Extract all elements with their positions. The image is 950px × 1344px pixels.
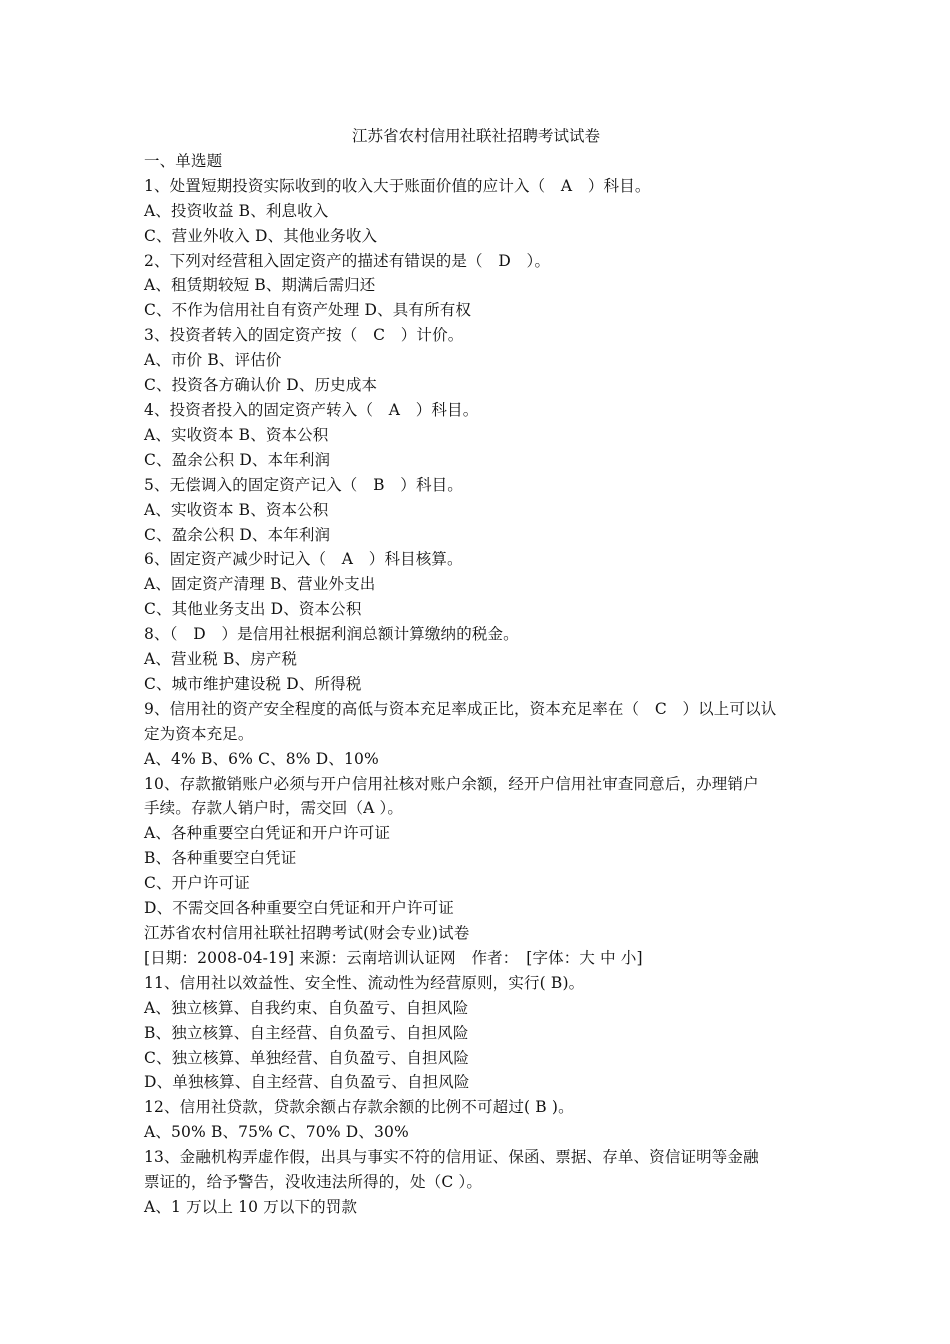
question-11-option-c: C、独立核算、单独经营、自负盈亏、自担风险 — [144, 1048, 470, 1067]
question-1-options-cd: C、营业外收入 D、其他业务收入 — [144, 226, 378, 245]
question-9-line-2: 定为资本充足。 — [144, 724, 254, 743]
document-body — [144, 149, 808, 1220]
question-11-option-a: A、独立核算、自我约束、自负盈亏、自担风险 — [144, 998, 469, 1017]
question-10-option-c: C、开户许可证 — [144, 874, 250, 893]
question-12-options: A、50% B、75% C、70% D、30% — [144, 1123, 409, 1142]
question-11-option-d: D、单独核算、自主经营、自负盈亏、自担风险 — [144, 1073, 470, 1092]
question-11-option-b: B、独立核算、自主经营、自负盈亏、自担风险 — [144, 1023, 469, 1042]
question-5-options-cd: C、盈余公积 D、本年利润 — [144, 525, 331, 544]
question-6-options-ab: A、固定资产清理 B、营业外支出 — [144, 575, 376, 594]
question-13-line-1: 13、金融机构弄虚作假，出具与事实不符的信用证、保函、票据、存单、资信证明等金融 — [144, 1148, 759, 1167]
question-11: 11、信用社以效益性、安全性、流动性为经营原则，实行( B)。 — [144, 973, 585, 992]
question-12: 12、信用社贷款，贷款余额占存款余额的比例不可超过( B )。 — [144, 1098, 574, 1117]
question-1: 1、处置短期投资实际收到的收入大于账面价值的应计入（ A ）科目。 — [144, 176, 651, 195]
question-6-options-cd: C、其他业务支出 D、资本公积 — [144, 600, 362, 619]
question-2-options-cd: C、不作为信用社自有资产处理 D、具有所有权 — [144, 301, 472, 320]
question-4: 4、投资者投入的固定资产转入（ A ）科目。 — [144, 400, 479, 419]
question-8: 8、（ D ）是信用社根据利润总额计算缴纳的税金。 — [144, 625, 519, 644]
document-title: 江苏省农村信用社联社招聘考试试卷 — [351, 127, 600, 145]
heading-single-choice: 一、单选题 — [144, 151, 223, 170]
question-5: 5、无偿调入的固定资产记入（ B ）科目。 — [144, 475, 463, 494]
question-1-options-ab: A、投资收益 B、利息收入 — [144, 201, 329, 220]
question-10-line-2: 手续。存款人销户时，需交回（A ）。 — [144, 799, 404, 818]
question-8-options-ab: A、营业税 B、房产税 — [144, 650, 298, 669]
question-3-options-ab: A、市价 B、评估价 — [144, 351, 282, 370]
source-meta-line: [日期：2008-04-19] 来源：云南培训认证网 作者： [字体：大 中 小] — [144, 948, 643, 967]
question-4-options-ab: A、实收资本 B、资本公积 — [144, 425, 329, 444]
question-8-options-cd: C、城市维护建设税 D、所得税 — [144, 674, 362, 693]
question-6: 6、固定资产减少时记入（ A ）科目核算。 — [144, 550, 463, 569]
second-exam-title: 江苏省农村信用社联社招聘考试(财会专业)试卷 — [144, 924, 470, 942]
question-10-option-d: D、不需交回各种重要空白凭证和开户许可证 — [144, 899, 454, 918]
question-13-option-a: A、1 万以上 10 万以下的罚款 — [144, 1197, 358, 1216]
question-10-option-a: A、各种重要空白凭证和开户许可证 — [144, 824, 391, 843]
question-9-line-1: 9、信用社的资产安全程度的高低与资本充足率成正比，资本充足率在（ C ）以上可以认 — [144, 699, 777, 718]
document-page — [144, 124, 808, 1220]
question-13-line-2: 票证的，给予警告，没收违法所得的，处（C ）。 — [144, 1173, 482, 1192]
question-10-option-b: B、各种重要空白凭证 — [144, 849, 297, 868]
question-9-options: A、4% B、6% C、8% D、10% — [144, 749, 379, 768]
question-2: 2、下列对经营租入固定资产的描述有错误的是（ D ）。 — [144, 251, 551, 270]
question-3: 3、投资者转入的固定资产按（ C ）计价。 — [144, 326, 464, 345]
question-5-options-ab: A、实收资本 B、资本公积 — [144, 500, 329, 519]
question-3-options-cd: C、投资各方确认价 D、历史成本 — [144, 376, 378, 395]
question-4-options-cd: C、盈余公积 D、本年利润 — [144, 450, 331, 469]
question-10-line-1: 10、存款撤销账户必须与开户信用社核对账户余额，经开户信用社审查同意后，办理销户 — [144, 774, 759, 793]
question-2-options-ab: A、租赁期较短 B、期满后需归还 — [144, 276, 376, 295]
